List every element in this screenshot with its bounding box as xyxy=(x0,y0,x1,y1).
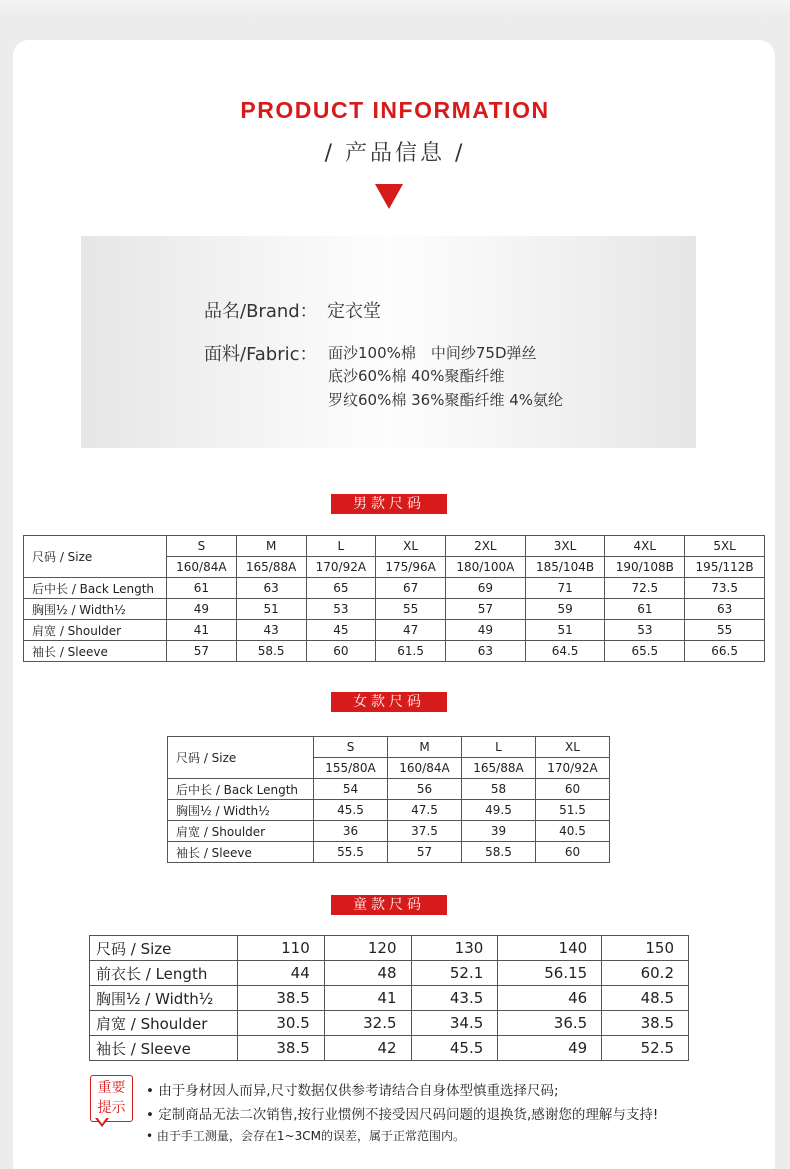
size-cell: 4XL xyxy=(605,536,685,557)
size-cell: 140 xyxy=(498,936,602,961)
fabric-line: 罗纹60%棉 36%聚酯纤维 4%氨纶 xyxy=(328,391,564,409)
table-row xyxy=(168,821,610,842)
row-label: 前衣长 / Length xyxy=(90,961,238,986)
value-cell: 65.5 xyxy=(605,641,685,662)
value-cell: 57 xyxy=(167,641,237,662)
value-cell: 46 xyxy=(498,986,602,1011)
value-cell: 34.5 xyxy=(411,1011,498,1036)
value-cell: 51 xyxy=(236,599,306,620)
speech-tail-inner xyxy=(97,1117,107,1124)
spec-cell: 190/108B xyxy=(605,557,685,578)
value-cell: 43 xyxy=(236,620,306,641)
value-cell: 72.5 xyxy=(605,578,685,599)
table-row xyxy=(168,800,610,821)
table-row xyxy=(168,779,610,800)
value-cell: 69 xyxy=(446,578,526,599)
row-label: 后中长 / Back Length xyxy=(168,779,314,800)
value-cell: 57 xyxy=(388,842,462,863)
value-cell: 49 xyxy=(498,1036,602,1061)
value-cell: 47 xyxy=(376,620,446,641)
size-cell: M xyxy=(388,737,462,758)
value-cell: 63 xyxy=(236,578,306,599)
spec-cell: 165/88A xyxy=(462,758,536,779)
row-label: 袖长 / Sleeve xyxy=(90,1036,238,1061)
table-row xyxy=(24,641,765,662)
spec-cell: 170/92A xyxy=(536,758,610,779)
value-cell: 38.5 xyxy=(238,1036,325,1061)
value-cell: 61 xyxy=(167,578,237,599)
size-label: 尺码 / Size xyxy=(90,936,238,961)
notice-item: • 由于手工测量，会存在1~3CM的误差，属于正常范围内。 xyxy=(146,1129,465,1143)
value-cell: 30.5 xyxy=(238,1011,325,1036)
value-cell: 45 xyxy=(306,620,376,641)
value-cell: 49 xyxy=(446,620,526,641)
value-cell: 54 xyxy=(314,779,388,800)
size-cell: S xyxy=(314,737,388,758)
size-cell: 3XL xyxy=(525,536,605,557)
size-cell: L xyxy=(462,737,536,758)
women-size-table xyxy=(167,736,610,863)
size-cell: 110 xyxy=(238,936,325,961)
size-cell: S xyxy=(167,536,237,557)
value-cell: 64.5 xyxy=(525,641,605,662)
table-row xyxy=(24,599,765,620)
value-cell: 60 xyxy=(306,641,376,662)
spec-cell: 195/112B xyxy=(685,557,765,578)
value-cell: 55.5 xyxy=(314,842,388,863)
value-cell: 43.5 xyxy=(411,986,498,1011)
size-cell: 150 xyxy=(602,936,689,961)
fabric-line: 底沙60%棉 40%聚酯纤维 xyxy=(328,367,505,385)
value-cell: 65 xyxy=(306,578,376,599)
value-cell: 59 xyxy=(525,599,605,620)
kids-size-table xyxy=(89,935,689,1061)
row-label: 后中长 / Back Length xyxy=(24,578,167,599)
row-label: 肩宽 / Shoulder xyxy=(90,1011,238,1036)
value-cell: 45.5 xyxy=(314,800,388,821)
value-cell: 66.5 xyxy=(685,641,765,662)
kids-size-badge: 童款尺码 xyxy=(331,895,447,915)
size-label: 尺码 / Size xyxy=(24,536,167,578)
value-cell: 58 xyxy=(462,779,536,800)
table-row xyxy=(24,620,765,641)
size-cell: XL xyxy=(536,737,610,758)
value-cell: 56.15 xyxy=(498,961,602,986)
size-cell: XL xyxy=(376,536,446,557)
value-cell: 38.5 xyxy=(238,986,325,1011)
table-row xyxy=(90,1036,689,1061)
row-label: 胸围½ / Width½ xyxy=(90,986,238,1011)
value-cell: 47.5 xyxy=(388,800,462,821)
value-cell: 51 xyxy=(525,620,605,641)
row-label: 胸围½ / Width½ xyxy=(24,599,167,620)
table-row xyxy=(90,1011,689,1036)
spec-cell: 165/88A xyxy=(236,557,306,578)
value-cell: 48.5 xyxy=(602,986,689,1011)
value-cell: 63 xyxy=(446,641,526,662)
notice-tag-line: 重要 xyxy=(97,1080,126,1096)
value-cell: 60 xyxy=(536,842,610,863)
brand-label: 品名/Brand： xyxy=(204,301,318,322)
value-cell: 39 xyxy=(462,821,536,842)
value-cell: 36.5 xyxy=(498,1011,602,1036)
value-cell: 73.5 xyxy=(685,578,765,599)
value-cell: 52.5 xyxy=(602,1036,689,1061)
value-cell: 32.5 xyxy=(324,1011,411,1036)
women-size-badge: 女款尺码 xyxy=(331,692,447,712)
title-en: PRODUCT INFORMATION xyxy=(240,97,550,123)
spec-cell: 155/80A xyxy=(314,758,388,779)
title-cn: / 产品信息 / xyxy=(324,141,466,166)
value-cell: 61 xyxy=(605,599,685,620)
spec-cell: 180/100A xyxy=(446,557,526,578)
value-cell: 58.5 xyxy=(462,842,536,863)
value-cell: 60.2 xyxy=(602,961,689,986)
down-triangle-icon xyxy=(375,184,403,209)
value-cell: 67 xyxy=(376,578,446,599)
row-label: 肩宽 / Shoulder xyxy=(24,620,167,641)
fabric-label: 面料/Fabric： xyxy=(204,344,318,365)
table-row xyxy=(90,936,689,961)
size-cell: 5XL xyxy=(685,536,765,557)
spec-cell: 160/84A xyxy=(388,758,462,779)
top-shadow xyxy=(0,0,790,18)
value-cell: 38.5 xyxy=(602,1011,689,1036)
important-notice-tag xyxy=(90,1075,133,1122)
table-row xyxy=(24,578,765,599)
size-cell: 2XL xyxy=(446,536,526,557)
value-cell: 42 xyxy=(324,1036,411,1061)
value-cell: 61.5 xyxy=(376,641,446,662)
size-cell: L xyxy=(306,536,376,557)
value-cell: 56 xyxy=(388,779,462,800)
size-cell: 130 xyxy=(411,936,498,961)
value-cell: 71 xyxy=(525,578,605,599)
value-cell: 60 xyxy=(536,779,610,800)
spec-cell: 175/96A xyxy=(376,557,446,578)
men-size-table xyxy=(23,535,765,662)
value-cell: 55 xyxy=(685,620,765,641)
spec-cell: 185/104B xyxy=(525,557,605,578)
value-cell: 44 xyxy=(238,961,325,986)
brand-value: 定衣堂 xyxy=(327,301,381,322)
value-cell: 40.5 xyxy=(536,821,610,842)
value-cell: 49 xyxy=(167,599,237,620)
men-size-badge: 男款尺码 xyxy=(331,494,447,514)
value-cell: 49.5 xyxy=(462,800,536,821)
value-cell: 51.5 xyxy=(536,800,610,821)
value-cell: 41 xyxy=(324,986,411,1011)
table-row xyxy=(90,961,689,986)
value-cell: 41 xyxy=(167,620,237,641)
row-label: 袖长 / Sleeve xyxy=(24,641,167,662)
value-cell: 58.5 xyxy=(236,641,306,662)
fabric-line: 面沙100%棉 中间纱75D弹丝 xyxy=(328,344,537,362)
row-label: 袖长 / Sleeve xyxy=(168,842,314,863)
value-cell: 57 xyxy=(446,599,526,620)
value-cell: 45.5 xyxy=(411,1036,498,1061)
value-cell: 55 xyxy=(376,599,446,620)
value-cell: 63 xyxy=(685,599,765,620)
size-cell: 120 xyxy=(324,936,411,961)
size-label: 尺码 / Size xyxy=(168,737,314,779)
size-cell: M xyxy=(236,536,306,557)
value-cell: 52.1 xyxy=(411,961,498,986)
notice-tag-line: 提示 xyxy=(97,1100,126,1116)
table-row xyxy=(168,842,610,863)
notice-item: • 定制商品无法二次销售,按行业惯例不接受因尺码问题的退换货,感谢您的理解与支持! xyxy=(146,1107,659,1123)
value-cell: 53 xyxy=(306,599,376,620)
row-label: 肩宽 / Shoulder xyxy=(168,821,314,842)
row-label: 胸围½ / Width½ xyxy=(168,800,314,821)
notice-item: • 由于身材因人而异,尺寸数据仅供参考请结合自身体型慎重选择尺码; xyxy=(146,1083,559,1099)
value-cell: 53 xyxy=(605,620,685,641)
value-cell: 37.5 xyxy=(388,821,462,842)
table-row xyxy=(90,986,689,1011)
spec-cell: 170/92A xyxy=(306,557,376,578)
spec-cell: 160/84A xyxy=(167,557,237,578)
value-cell: 36 xyxy=(314,821,388,842)
value-cell: 48 xyxy=(324,961,411,986)
